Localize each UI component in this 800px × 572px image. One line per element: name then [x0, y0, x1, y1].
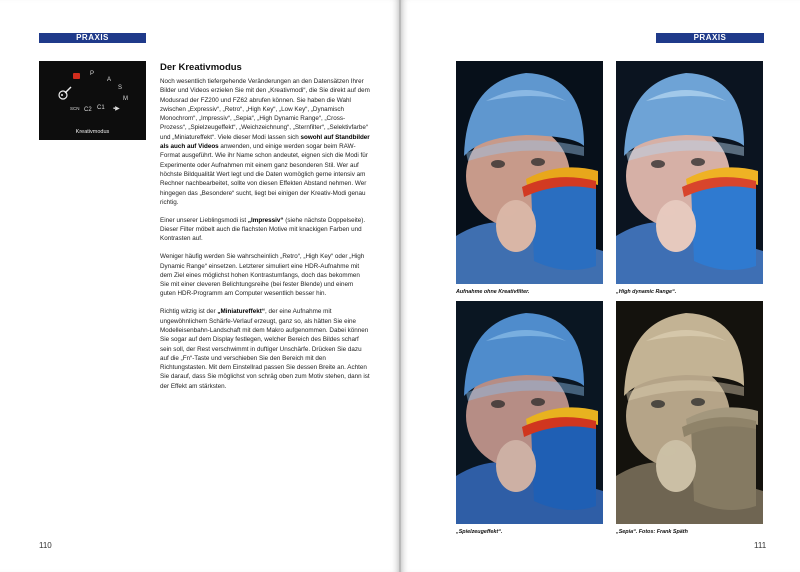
creative-mode-icon [57, 85, 73, 101]
paragraph-2: Einer unserer Lieblingsmodi ist „Impressiv“ (siehe nächste Doppelseite). Dieser Filter möbelt auch die flachsten Motive mit knackigen Farben und Kontrasten auf. [160, 216, 366, 243]
mode-label-a: A [107, 77, 112, 83]
photo-caption: „Sepia“. Fotos: Frank Späth [616, 529, 688, 535]
camera-auto-icon [73, 73, 80, 79]
mode-label-c2: C2 [84, 107, 92, 113]
article-title: Der Kreativmodus [160, 62, 242, 73]
photo-original [456, 61, 603, 284]
mode-label-c1: C1 [97, 105, 105, 111]
mode-dial-screen [39, 61, 146, 140]
page-number: 110 [39, 541, 52, 550]
mode-label-s: S [118, 85, 123, 91]
section-header: PRAXIS [656, 33, 764, 43]
paragraph-4: Richtig witzig ist der „Miniatureffekt“, der eine Aufnahme mit ungewöhnlichem Schärfe-Verlauf erzeugt, ganz so, als hätten Sie eine Modelleisenbahn-Landschaft mit dem Makro aufgenommen. Dabei können Sie sogar auf dem Display festlegen, welcher Bereich des Bildes scharf sein soll, der Rest verschwimmt in duftiger Unschärfe. Drücken Sie dazu auf die „Fn“-Taste und verschieben Sie den Bereich mit den Richtungstasten. Mit dem Einstellrad passen Sie dessen Breite an. Achten Sie darauf, dass Sie möglichst von schräg oben zum Motiv stehen, dann ist der Effekt am stärksten. [160, 308, 370, 390]
photo-high-dynamic-range [616, 61, 763, 284]
paragraph-1: Noch wesentlich tiefergehende Veränderungen an den Datensätzen Ihrer Bilder und Videos erzielen Sie mit den „Kreativmodi“, die Sie direkt auf dem Modusrad der FZ200 und FZ62 abrufen können. Sie haben die Wahl zwischen „Expressiv“, „Retro“, „High Key“, „Low Key“, „Dynamisch Monochrom“, „Impressiv“, „Sepia“, „High Dynamic Range“, „Cross-Prozess“, „Spielzeugeffekt“, „Weichzeichnung“, „Sternfilter“, „Selektivfarbe“ und „Miniatureffekt“. Viele dieser Modi lassen sich sowohl auf Standbilder als auch auf Videos anwenden, und einige werden sogar beim RAW-Format ausgeführt. Wie ihr Name schon andeutet, eignen sich die Modi für Experimente oder Aufnahmen mit einem ganz besonderen Stil. Wer auf höchste Bildqualität Wert legt und die Daten womöglich gerne intensiv am Rechner nachbearbeitet, sollte von diesen Effekten Abstand nehmen. Wer hingegen das „Besondere“ sucht, liegt bei einigen der Kreativ-Modi genau richtig. [160, 78, 370, 206]
right-page [401, 0, 800, 572]
page-number: 111 [754, 541, 767, 550]
paragraph-3: Weniger häufig werden Sie wahrscheinlich „Retro“, „High Key“ oder „High Dynamic Range“ einsetzen. Letzterer simuliert eine HDR-Aufnahme mit dem Ziel eines möglichst hohen Kontrastumfangs, doch das bekommen Sie mit einer cleveren Belichtungsreihe (bei fester Blende) und einem guten HDR-Programm am Computer wesentlich besser hin. [160, 253, 365, 298]
mode-label-p: P [90, 71, 95, 77]
article [160, 62, 370, 400]
section-header: PRAXIS [39, 33, 146, 43]
mode-label-m: M [123, 96, 128, 102]
mode-label-scn: SCN [70, 106, 80, 111]
photo-caption: „High dynamic Range“. [616, 289, 677, 295]
left-page [0, 0, 399, 572]
photo-caption: „Spielzeugeffekt“. [456, 529, 503, 535]
photo-caption: Aufnahme ohne Kreativfilter. [456, 289, 530, 295]
movie-icon: ▪▶ [113, 106, 120, 112]
photo-toy-effect [456, 301, 603, 524]
photo-sepia [616, 301, 763, 524]
mode-dial-caption: Kreativmodus [75, 129, 110, 135]
